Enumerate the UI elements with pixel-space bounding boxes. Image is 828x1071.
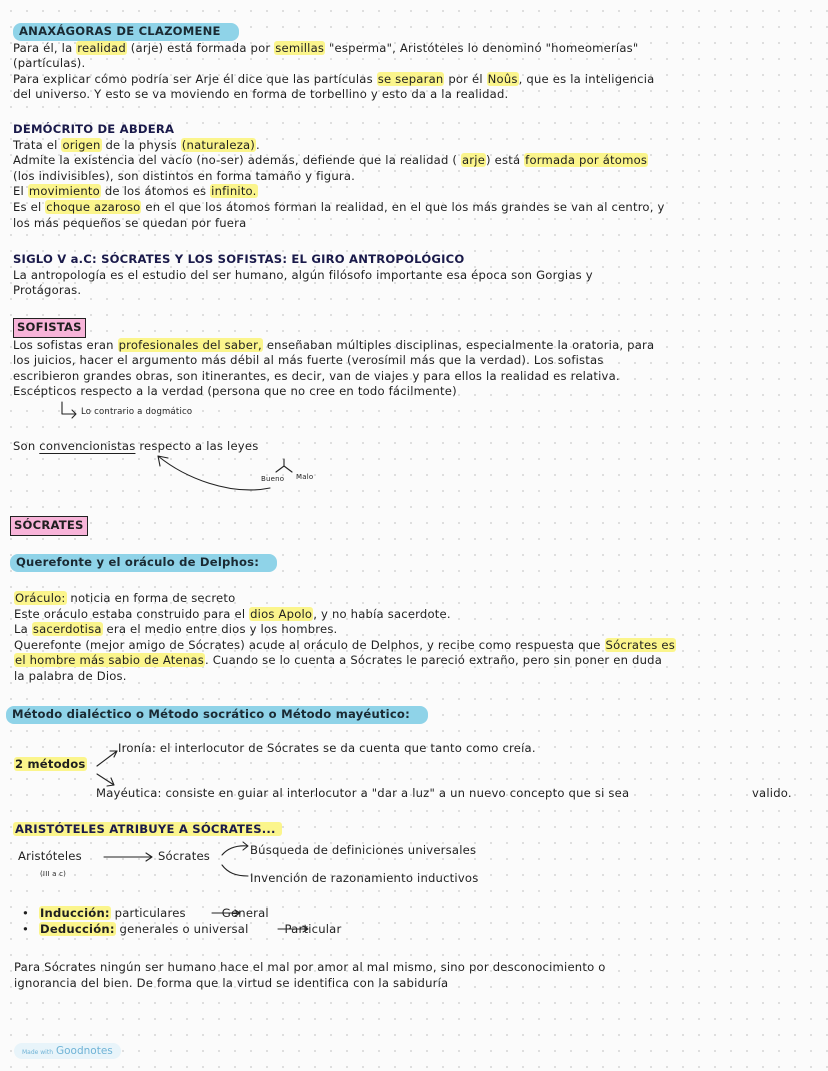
socrates-label: Sócrates: [158, 849, 211, 863]
text-line: La antropología es el estudio del ser humano, algún filósofo importante esa época son Gorgias y: [13, 267, 593, 282]
mayeutica-line: Mayéutica: consiste en guiar al interlocutor a "dar a luz" a un nuevo concepto que si sea: [96, 786, 630, 800]
sofistas-title: SOFISTAS: [13, 318, 86, 338]
dogmatic-note: Lo contrario a dogmático: [81, 407, 193, 417]
text-line: Es el choque azaroso en el que los átomos forman la realidad, en el que los más grandes se van al centro, y: [13, 199, 665, 214]
text-line: escribieron grandes obras, son itinerantes, es decir, van de viajes y para ellos la realidad es relativa.: [13, 368, 620, 383]
text-line: Para explicar cómo podría ser Arje él dice que las partículas se separan por él Noûs, que es la inteligencia: [13, 71, 655, 86]
convencionistas-line: Son convencionistas respecto a las leyes: [13, 439, 259, 453]
text-line: del universo. Y esto se va moviendo en forma de torbellino y esto da a la realidad.: [13, 87, 509, 102]
arrow-right-icon: [278, 926, 308, 932]
aristoteles-label: Aristóteles: [18, 849, 82, 863]
oracle-title: Querefonte y el oráculo de Delphos:: [10, 554, 277, 572]
text-line: (los indivisibles), son distintos en forma tamaño y figura.: [13, 168, 356, 183]
text-line: Este oráculo estaba construido para el dios Apolo, y no había sacerdote.: [14, 606, 451, 621]
siglo-title: SIGLO V a.C: SÓCRATES Y LOS SOFISTAS: EL GIRO ANTROPOLÓGICO: [13, 252, 465, 266]
branch-up-icon: [222, 842, 248, 855]
fork-icon: [276, 459, 292, 472]
text-line: El movimiento de los átomos es infinito.: [13, 184, 257, 199]
mayeutica-end: valido.: [752, 786, 792, 800]
two-methods-label: 2 métodos: [15, 757, 86, 771]
anaxagoras-title: ANAXÁGORAS DE CLAZOMENE: [13, 23, 239, 41]
note-arrow-icon: [62, 402, 76, 418]
arrow-right-icon: [104, 853, 152, 861]
arrow-down-icon: [97, 774, 114, 786]
text-line: la palabra de Dios.: [14, 668, 127, 683]
text-line: Protágoras.: [13, 283, 82, 298]
text-line: los más pequeños se quedan por fuera: [13, 215, 247, 230]
curved-arrow-icon: [158, 456, 270, 490]
text-line: Escépticos respecto a la verdad (persona que no cree en todo fácilmente): [13, 384, 457, 399]
arrow-right-icon: [212, 910, 240, 916]
deduction-item: • Deducción: generales o universal Particular: [22, 922, 341, 938]
text-line: Oráculo: noticia en forma de secreto: [15, 591, 236, 605]
invencion-line: Invención de razonamiento inductivos: [250, 871, 479, 885]
bueno-label: Bueno: [261, 475, 285, 483]
ironia-line: Ironía: el interlocutor de Sócrates se da cuenta que tanto como creía.: [118, 741, 536, 755]
induction-item: • Inducción: particulares General: [22, 906, 341, 922]
method-title: Método dialéctico o Método socrático o Método mayéutico:: [6, 706, 428, 724]
text-line: el hombre más sabio de Atenas. Cuando se lo cuenta a Sócrates le pareció extraño, pero sin poner en duda: [15, 653, 663, 668]
aristotle-title: ARISTÓTELES ATRIBUYE A SÓCRATES...: [13, 822, 282, 836]
text-line: Para Sócrates ningún ser humano hace el mal por amor al mal mismo, sino por desconocimiento o: [14, 960, 606, 974]
socrates-title: SÓCRATES: [10, 516, 88, 536]
goodnotes-badge: Made with Goodnotes: [14, 1043, 121, 1059]
text-line: La sacerdotisa era el medio entre dios y los hombres.: [14, 622, 338, 637]
text-line: ignorancia del bien. De forma que la virtud se identifica con la sabiduría: [14, 975, 449, 990]
text-line: Querefonte (mejor amigo de Sócrates) acude al oráculo de Delphos, y recibe como respuesta que Sócrates es: [14, 637, 676, 652]
text-line: Trata el origen de la physis (naturaleza).: [13, 137, 260, 152]
text-line: Los sofistas eran profesionales del saber, enseñaban múltiples disciplinas, especialmente la oratoria, para: [13, 337, 655, 352]
branch-down-icon: [222, 865, 248, 876]
malo-label: Malo: [296, 473, 314, 481]
busqueda-line: Búsqueda de definiciones universales: [250, 843, 477, 857]
text-line: (partículas).: [13, 56, 86, 71]
text-line: los juicios, hacer el argumento más débil al más fuerte (verosímil más que la verdad). Los sofistas: [13, 353, 604, 368]
democritus-title: DEMÓCRITO DE ABDERA: [13, 122, 175, 136]
text-line: Para él, la realidad (arje) está formada por semillas "esperma", Aristóteles lo denominó "homeomerías": [13, 40, 639, 55]
era-label: (III a c): [40, 870, 67, 878]
text-line: Admite la existencia del vacío (no-ser) además, defiende que la realidad ( arje) está formada por átomos: [13, 153, 648, 168]
arrow-up-icon: [97, 751, 117, 766]
